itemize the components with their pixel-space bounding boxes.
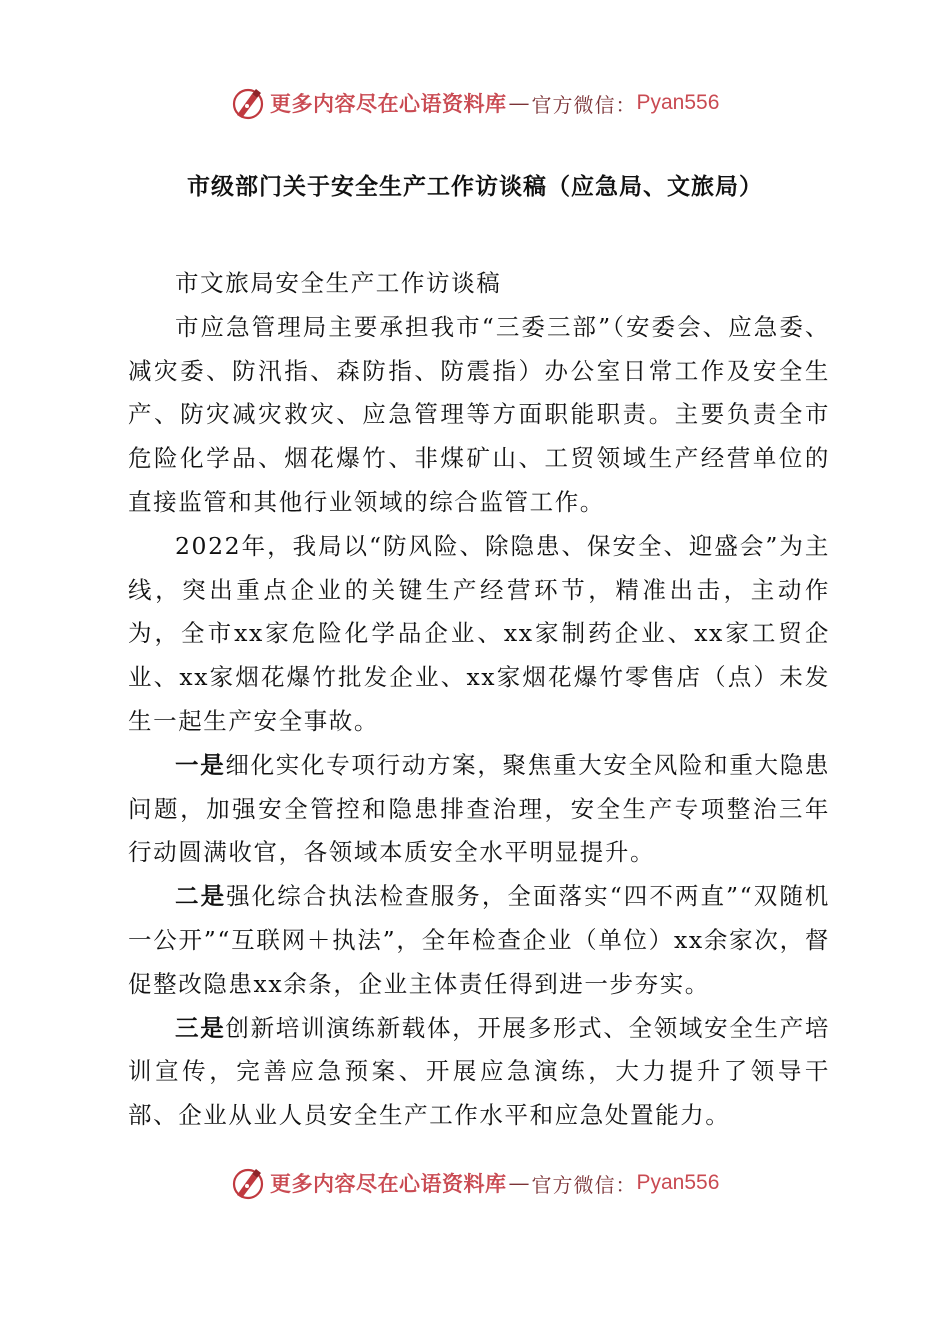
document-body — [128, 262, 830, 1138]
paragraph-text: 细化实化专项行动方案，聚焦重大安全风险和重大隐患问题，加强安全管控和隐患排查治理，安全生产专项整治三年行动圆满收官，各领域本质安全水平明显提升。 — [128, 750, 831, 867]
watermark-dash: — — [508, 91, 530, 115]
paragraph-text: 市应急管理局主要承担我市“三委三部”（安委会、应急委、减灾委、防汛指、森防指、防震指）办公室日常工作及安全生产、防灾减灾救灾、应急管理等方面职能职责。主要负责全市危险化学品、烟花爆竹、非煤矿山、工贸领域生产经营单位的直接监管和其他行业领域的综合监管工作。 — [128, 312, 830, 516]
document-title: 市级部门关于安全生产工作访谈稿（应急局、文旅局） — [187, 174, 763, 200]
watermark-wechat-id: Pyan556 — [636, 1171, 720, 1194]
paragraph — [128, 875, 830, 1006]
paragraph-text: 强化综合执法检查服务，全面落实“四不两直”“双随机一公开”“互联网＋执法”，全年检查企业（单位）xx余家次，督促整改隐患xx余条，企业主体责任得到进一步夯实。 — [128, 882, 830, 998]
paragraph-text: 创新培训演练新载体，开展多形式、全领域安全生产培训宣传，完善应急预案、开展应急演练，大力提升了领导干部、企业从业人员安全生产工作水平和应急处置能力。 — [128, 1013, 831, 1130]
paragraph-lead: 三是 — [175, 1013, 226, 1042]
watermark-dash: — — [508, 1171, 530, 1195]
paragraph-lead: 二是 — [175, 882, 227, 911]
paragraph — [128, 1007, 830, 1138]
watermark-main-text: 更多内容尽在心语资料库 — [270, 1171, 507, 1196]
paragraph — [128, 525, 830, 744]
paragraph-text: 2022年，我局以“防风险、除隐患、保安全、迎盛会”为主线，突出重点企业的关键生产经营环节，精准出击，主动作为，全市xx家危险化学品企业、xx家制药企业、xx家工贸企业、xx家烟花爆竹批发企业、xx家烟花爆竹零售店（点）未发生一起生产安全事故。 — [128, 531, 830, 735]
paragraph-lead: 一是 — [175, 750, 226, 779]
watermark-footer — [230, 1163, 719, 1203]
document-subtitle: 市文旅局安全生产工作访谈稿 — [175, 269, 502, 297]
pen-nib-logo-icon — [230, 1165, 266, 1201]
pen-nib-logo-icon — [230, 85, 266, 121]
paragraph — [128, 306, 830, 525]
watermark-wechat-id: Pyan556 — [636, 91, 720, 114]
watermark-main-text: 更多内容尽在心语资料库 — [270, 91, 507, 116]
watermark-official-label: 官方微信： — [531, 1172, 637, 1197]
watermark-header — [230, 83, 719, 123]
paragraph — [128, 744, 830, 875]
watermark-official-label: 官方微信： — [531, 92, 637, 117]
